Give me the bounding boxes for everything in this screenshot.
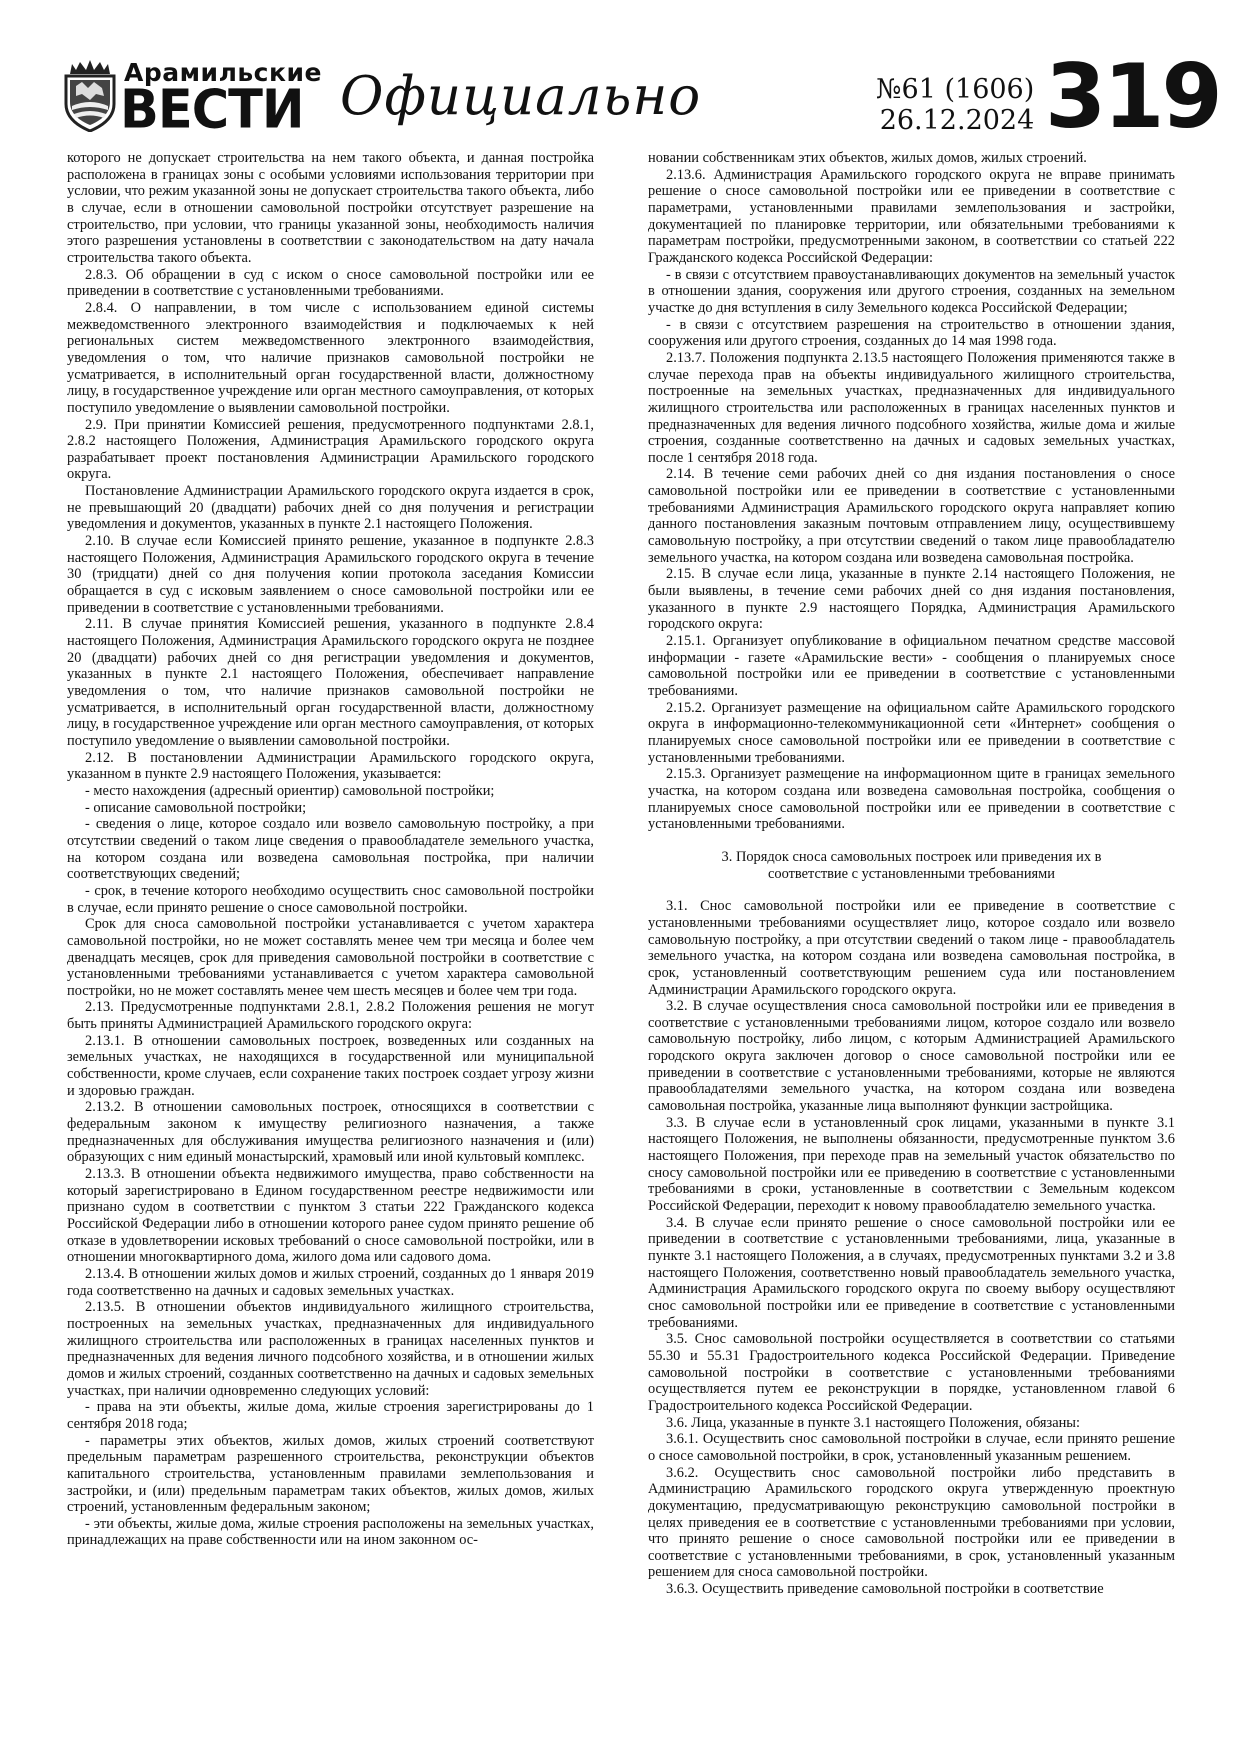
issue-number: №61 (1606) — [876, 74, 1035, 105]
masthead — [0, 0, 1241, 146]
paragraph: 2.13. Предусмотренные подпунктами 2.8.1, 2.8.2 Положения решения не могут быть приняты Администрацией Арамильского городского округа: — [67, 999, 594, 1033]
paragraph: 2.13.7. Положения подпункта 2.13.5 настоящего Положения применяются также в случае перехода прав на объекты индивидуального жилищного строительства, построенные на земельных участках, предназначенных для индивидуального жилищного строительства или расположенных в границах населенных пунктов и предназначенных для ведения личного подсобного хозяйства, жилые дома и жилые строения, созданные соответственно на дачных и садовых земельных участках, после 1 сентября 2018 года. — [648, 349, 1175, 466]
paragraph: 2.13.5. В отношении объектов индивидуального жилищного строительства, построенных на земельных участках, предназначенных для индивидуального жилищного строительства или расположенных в границах населенных пунктов и предназначенных для ведения личного подсобного хозяйства, и в отношении жилых домов и жилых строений, созданных соответственно на дачных и садовых земельных участках, при наличии одновременно следующих условий: — [67, 1299, 594, 1399]
paragraph: 3.6.2. Осуществить снос самовольной постройки либо представить в Администрацию Арамильского городского округа утвержденную проектную документацию, предусматривающую реконструкцию самовольной постройки в целях приведения ее в соответствие с установленными требованиями при условии, что принято решение о сносе самовольной постройки или ее приведении в соответствие с установленными требованиями, в срок, установленный указанным решением для сноса самовольной постройки. — [648, 1464, 1175, 1581]
paragraph: 3.6.1. Осуществить снос самовольной постройки в случае, если принято решение о сносе самовольной постройки, в срок, установленный указанным решением. — [648, 1431, 1175, 1464]
left-column — [67, 150, 594, 1549]
list-item: - эти объекты, жилые дома, жилые строения расположены на земельных участках, принадлежащих на праве собственности или на ином законном ос- — [67, 1515, 594, 1549]
paragraph: 3.2. В случае осуществления сноса самовольной постройки или ее приведения в соответствие с установленными требованиями лицом, которое создало или возвело самовольную постройку, либо лицом, с которым Администрацией Арамильского городского округа заключен договор о сносе самовольной постройки или ее приведении в соответствие с установленными требованиями, которые не являются правообладателями земельного участка, на котором создана или возведена самовольная постройка, указанные лица выполняют функции застройщика. — [648, 998, 1175, 1115]
paragraph: 2.8.4. О направлении, в том числе с использованием единой системы межведомственного электронного взаимодействия и подключаемых к ней региональных систем межведомственного электронного взаимодействия, уведомления о том, что наличие признаков самовольной постройки не усматривается, в исполнительный орган государственной власти, должностному лицу, в государственное учреждение или орган местного самоуправления, от которых поступило уведомление о выявлении самовольной постройки. — [67, 299, 594, 416]
section-heading: 3. Порядок сноса самовольных построек или приведения их в соответствие с установленными требованиями — [721, 848, 1102, 882]
paragraph: которого не допускает строительства на нем такого объекта, и данная постройка расположена в границах зоны с особыми условиями использования территории при условии, что режим указанной зоны не допускает строительства такого объекта, либо в случае, если в отношении самовольной постройки отсутствует разрешение на строительство, при условии, что границы указанной зоны, необходимость наличия этого разрешения установлены в соответствии с законодательством на дату начала строительства такого объекта. — [67, 150, 594, 266]
list-item: - в связи с отсутствием правоустанавливающих документов на земельный участок в отношении здания, сооружения или другого строения, созданных на земельном участке до дня вступления в силу Земельного кодекса Российской Федерации; — [648, 266, 1175, 316]
newspaper-logo[interactable] — [62, 58, 322, 141]
paragraph: Постановление Администрации Арамильского городского округа издается в срок, не превышающий 20 (двадцати) рабочих дней со дня получения и регистрации уведомления и документов, указанных в пункте 2.1 настоящего Положения. — [67, 483, 594, 533]
right-column — [648, 150, 1175, 1598]
paragraph: 3.6.3. Осуществить приведение самовольной постройки в соответствие — [666, 1581, 1104, 1598]
section-title: Официально — [340, 66, 702, 127]
list-item: - место нахождения (адресный ориентир) самовольной постройки; — [85, 782, 495, 799]
list-item: - параметры этих объектов, жилых домов, жилых строений соответствуют предельным параметрам разрешенного строительства, реконструкции объектов капитального строительства, установленным правилами землепользования и застройки, и (или) предельным параметрам таких объектов, жилых домов, жилых строений, установленным федеральным законом; — [67, 1432, 594, 1516]
paragraph: 3.6. Лица, указанные в пункте 3.1 настоящего Положения, обязаны: — [666, 1414, 1080, 1431]
paragraph: 3.1. Снос самовольной постройки или ее приведение в соответствие с установленными требованиями осуществляет лицо, которое создало или возвело самовольную постройку, а при отсутствии сведений о таком лице - правообладатель земельного участка, на котором создана или возведена самовольная постройка, в срок, установленный соответствующим решением суда или постановлением Администрации Арамильского городского округа. — [648, 898, 1175, 998]
spacer — [648, 833, 1175, 849]
paragraph: 2.13.2. В отношении самовольных построек, относящихся в соответствии с федеральным законом к имуществу религиозного назначения, а также предназначенных для обслуживания имущества религиозного назначения и (или) образующих с ним единый монастырский, храмовый или иной культовый комплекс. — [67, 1099, 594, 1166]
paragraph: 3.5. Снос самовольной постройки осуществляется в соответствии со статьями 55.30 и 55.31 Градостроительного кодекса Российской Федерации. Приведение самовольной постройки в соответствие с установленными требованиями осуществляется путем ее реконструкции в порядке, установленном главой 6 Градостроительного кодекса Российской Федерации. — [648, 1331, 1175, 1414]
list-item: - права на эти объекты, жилые дома, жилые строения зарегистрированы до 1 сентября 2018 года; — [67, 1399, 594, 1432]
paragraph: 2.15.3. Организует размещение на информационном щите в границах земельного участка, на котором создана или возведена самовольная постройка, сообщения о планируемых сносе самовольной постройки или ее приведении в соответствие с установленными требованиями. — [648, 766, 1175, 833]
paragraph: 2.13.1. В отношении самовольных построек, возведенных или созданных на земельных участках, не находящихся в государственной или муниципальной собственности, кроме случаев, если сохранение таких построек создает угрозу жизни и здоровью граждан. — [67, 1032, 594, 1099]
issue-date: 26.12.2024 — [879, 105, 1035, 136]
logo-title-top: Арамильские — [124, 58, 322, 87]
paragraph: 2.15. В случае если лица, указанные в пункте 2.14 настоящего Положения, не были выявлены, в течение семи рабочих дней со дня издания постановления, указанного в пункте 2.9 настоящего Порядка, Администрация Арамильского городского округа: — [648, 566, 1175, 633]
paragraph: 3.4. В случае если принято решение о сносе самовольной постройки или ее приведении в соответствие с установленными требованиями, лица, указанные в пункте 3.1 настоящего Положения, а в случаях, предусмотренных пунктами 3.2 и 3.8 настоящего Положения, соответственно новый правообладатель земельного участка, Администрация Арамильского городского округа по своему выбору осуществляют снос самовольной постройки или ее приведение в соответствие с установленными требованиями. — [648, 1214, 1175, 1331]
paragraph: 2.9. При принятии Комиссией решения, предусмотренного подпунктами 2.8.1, 2.8.2 настоящего Положения, Администрация Арамильского городского округа разрабатывает проект постановления Администрации Арамильского городского округа. — [67, 416, 594, 483]
list-item: - сведения о лице, которое создало или возвело самовольную постройку, а при отсутствии сведений о таком лице сведения о правообладателе земельного участка, на котором создана или возведена самовольная постройка, при наличии соответствующих сведений; — [67, 816, 594, 883]
paragraph: 2.13.4. В отношении жилых домов и жилых строений, созданных до 1 января 2019 года соответственно на дачных и садовых земельных участках. — [67, 1265, 594, 1299]
paragraph: 2.8.3. Об обращении в суд с иском о сносе самовольной постройки или ее приведении в соответствие с установленными требованиями. — [67, 266, 594, 300]
logo-title-bottom: ВЕСТИ — [120, 79, 304, 141]
list-item: - описание самовольной постройки; — [85, 799, 307, 816]
paragraph: Срок для сноса самовольной постройки устанавливается с учетом характера самовольной постройки, но не может составлять менее чем три месяца и более чем двенадцать месяцев, срок для приведения самовольной постройки в соответствие с установленными требованиями устанавливается с учетом характера самовольной постройки, но не может составлять менее чем шесть месяцев и более чем три года. — [67, 916, 594, 999]
paragraph: 2.13.3. В отношении объекта недвижимого имущества, право собственности на который зарегистрировано в Едином государственном реестре недвижимости или признано судом в соответствии с пунктом 3 статьи 222 Гражданского кодекса Российской Федерации либо в отношении которого ранее судом принято решение об отказе в удовлетворении исковых требований о сносе самовольной постройки, или в отношении многоквартирного дома, жилого дома или садового дома. — [67, 1166, 594, 1266]
paragraph: 3.3. В случае если в установленный срок лицами, указанными в пункте 3.1 настоящего Положения, не выполнены обязанности, предусмотренные пунктом 3.6 настоящего Положения, при переходе прав на земельный участок обязательство по сносу самовольной постройки или ее приведению в соответствие с установленными требованиями в сроки, установленные в соответствии с Земельным кодексом Российской Федерации, переходит к новому правообладателю земельного участка. — [648, 1114, 1175, 1215]
paragraph: 2.11. В случае принятия Комиссией решения, указанного в подпункте 2.8.4 настоящего Положения, Администрация Арамильского городского округа не позднее 20 (двадцати) рабочих дней со дня регистрации уведомления и документов, указанных в пункте 2.1 настоящего Положения, обеспечивает направление уведомления о том, что наличие признаков самовольной постройки не усматривается, в исполнительный орган государственной власти, должностному лицу, в государственное учреждение или орган местного самоуправления, от которых поступило уведомление о выявлении самовольной постройки. — [67, 616, 594, 749]
paragraph: 2.15.2. Организует размещение на официальном сайте Арамильского городского округа в информационно-телекоммуникационной сети «Интернет» сообщения о планируемых сносе самовольной постройки или ее приведении в соответствие с установленными требованиями. — [648, 699, 1175, 766]
list-item: - срок, в течение которого необходимо осуществить снос самовольной постройки в случае, если принято решение о сносе самовольной постройки. — [67, 882, 594, 916]
paragraph: 2.12. В постановлении Администрации Арамильского городского округа, указанном в пункте 2.9 настоящего Положения, указывается: — [67, 749, 594, 783]
paragraph: 2.14. В течение семи рабочих дней со дня издания постановления о сносе самовольной постройки или ее приведении в соответствие с установленными требованиями Администрация Арамильского городского округа направляет копию данного постановления заказным почтовым отправлением лицу, осуществившему самовольную постройку, а при отсутствии сведений о таком лице правообладателю земельного участка, на котором создана или возведена самовольная постройка. — [648, 466, 1175, 566]
paragraph: 2.10. В случае если Комиссией принято решение, указанное в подпункте 2.8.3 настоящего Положения, Администрация Арамильского городского округа в течение 30 (тридцати) дней со дня получения копии протокола заседания Комиссии обращается в суд с исковым заявлением о сносе самовольной постройки или ее приведении в соответствие с установленными требованиями. — [67, 533, 594, 616]
list-item: - в связи с отсутствием разрешения на строительство в отношении здания, сооружения или другого строения, созданных до 14 мая 1998 года. — [648, 316, 1175, 350]
page-number: 319 — [1045, 45, 1220, 148]
coat-of-arms-icon — [62, 60, 118, 132]
paragraph: новании собственникам этих объектов, жилых домов, жилых строений. — [648, 150, 1087, 166]
paragraph: 2.13.6. Администрация Арамильского городского округа не вправе принимать решение о сносе самовольной постройки или ее приведении в соответствие с параметрами, установленными правилами землепользования и застройки, документацией по планировке территории, или обязательными требованиями к параметрам постройки, предусмотренными законом, в соответствии со статьей 222 Гражданского кодекса Российской Федерации: — [648, 166, 1175, 266]
paragraph: 2.15.1. Организует опубликование в официальном печатном средстве массовой информации - газете «Арамильские вести» - сообщения о планируемых сносе самовольной постройки или ее приведении в соответствие с установленными требованиями. — [648, 633, 1175, 699]
issue-info — [876, 74, 1034, 136]
spacer — [648, 882, 1175, 898]
